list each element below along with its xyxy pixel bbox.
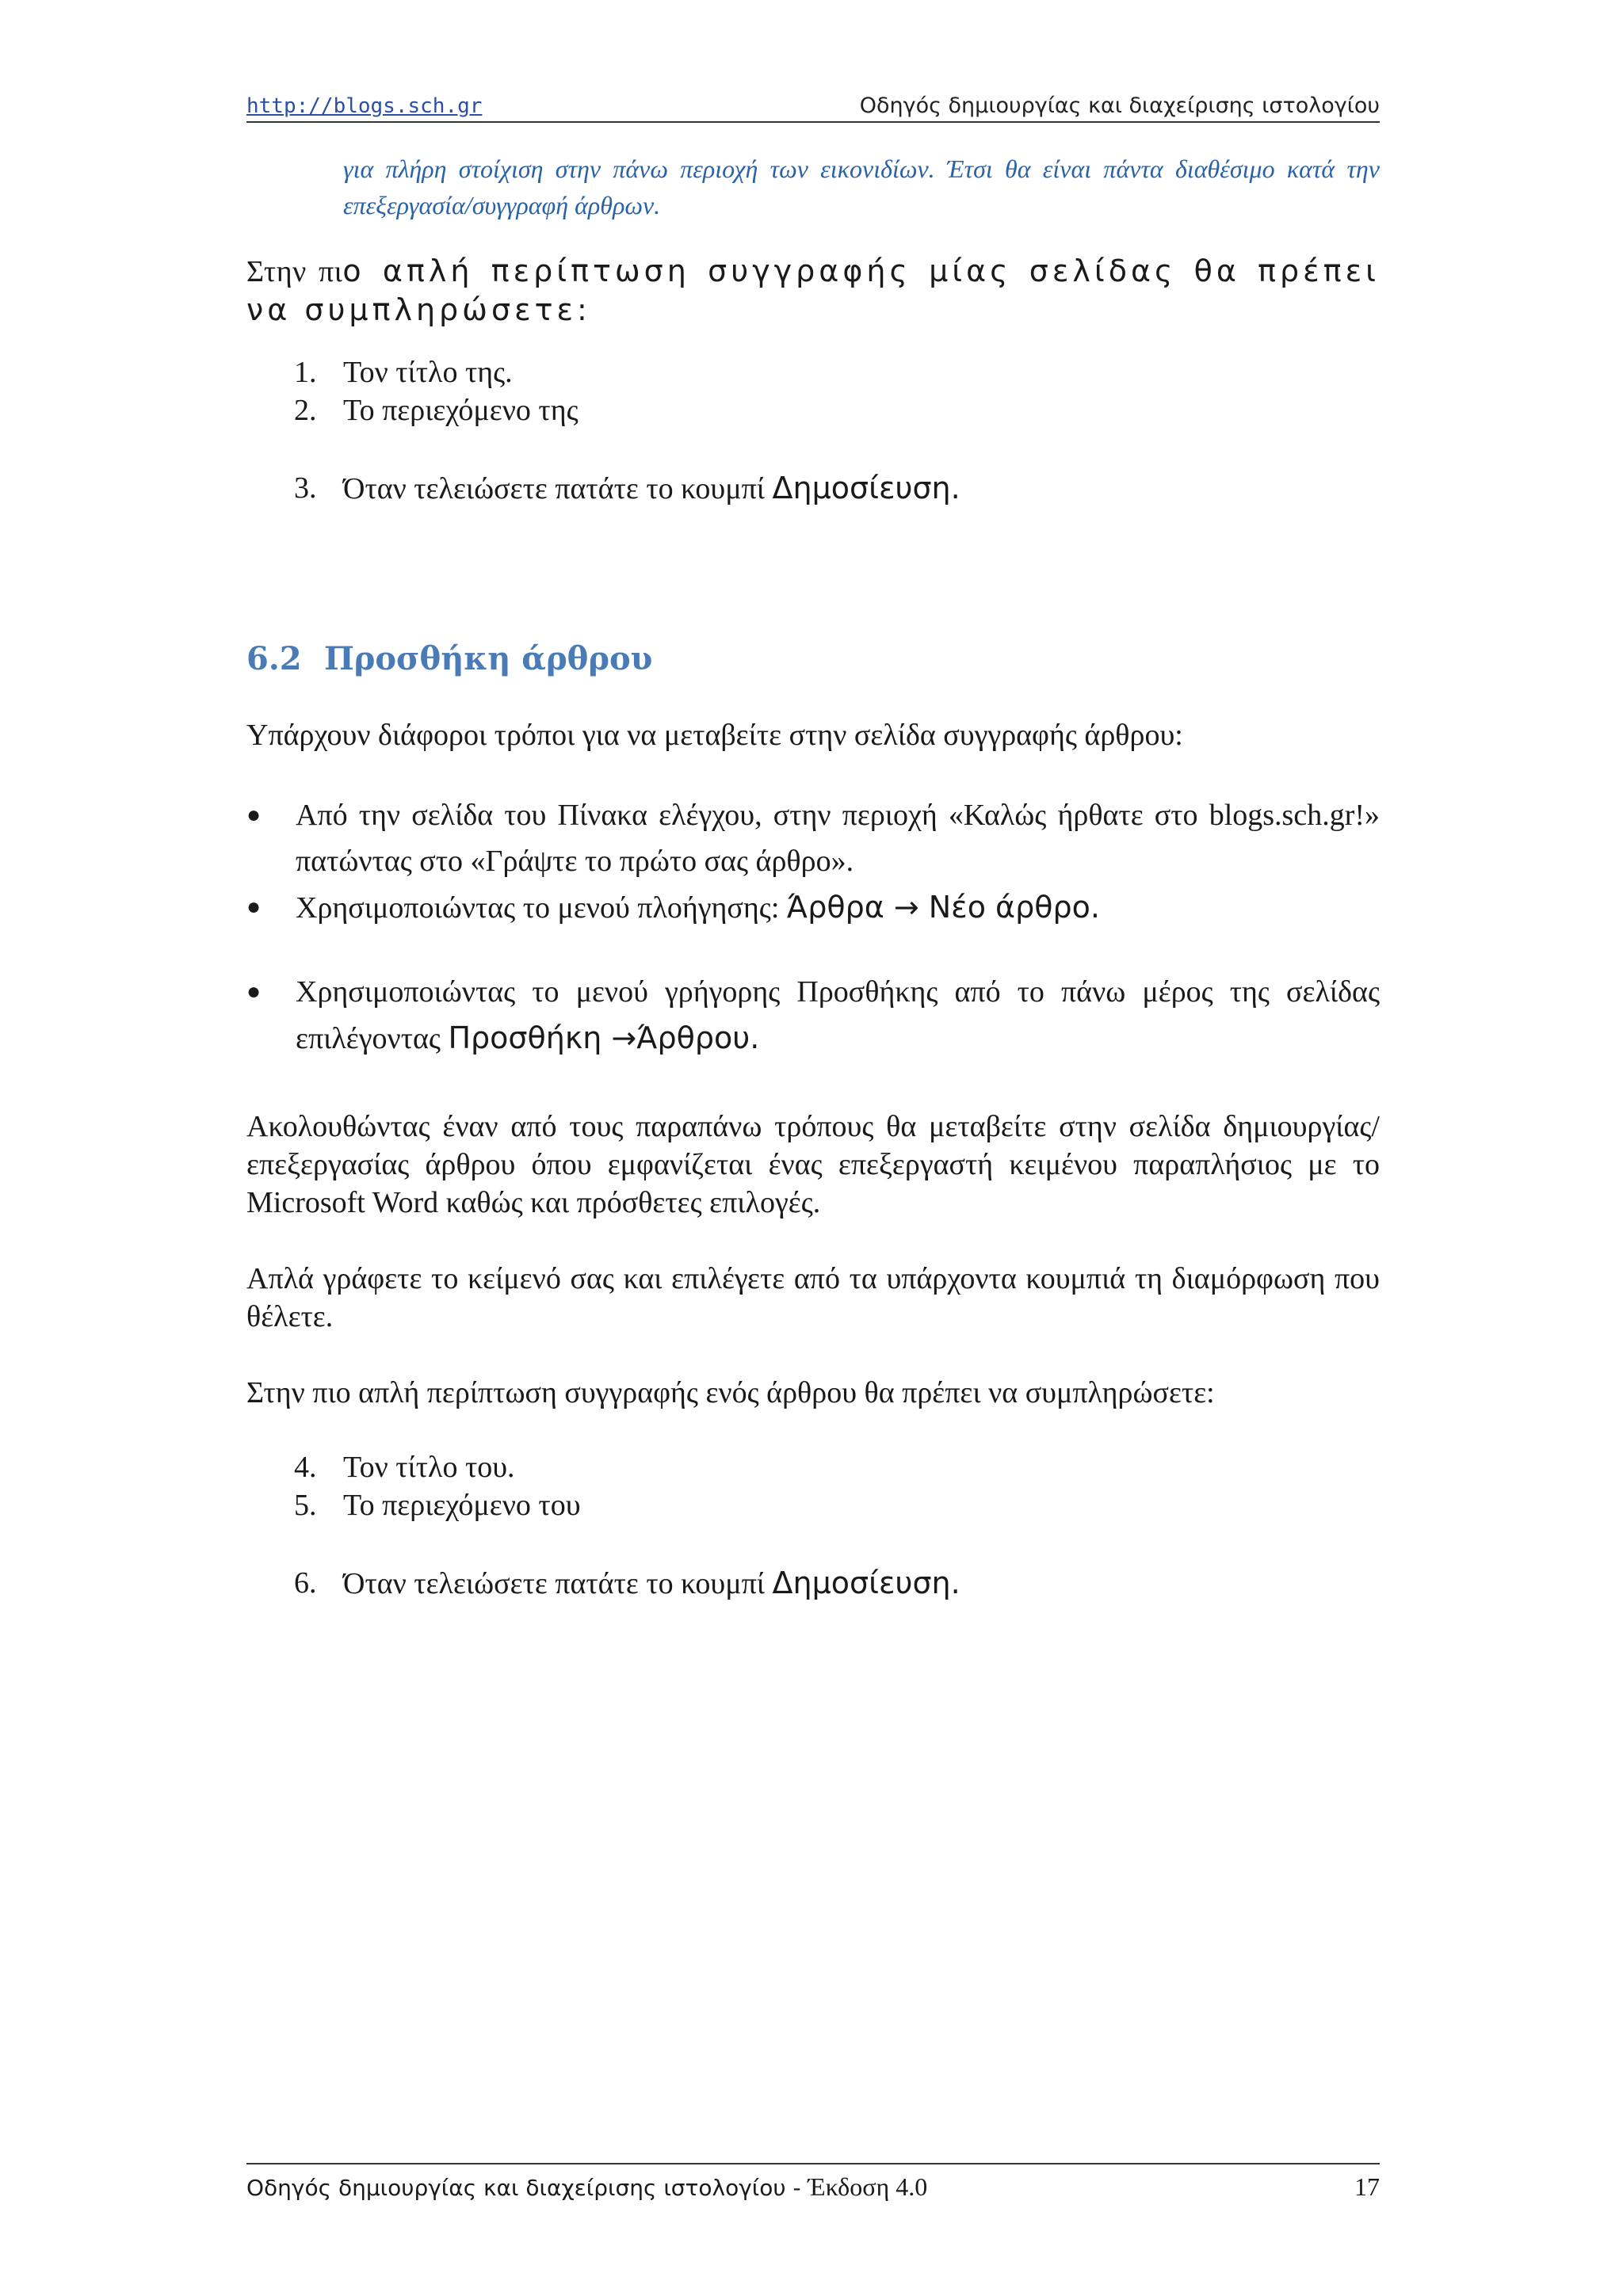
document-page: [246, 0, 1380, 2296]
list-number: 2.: [294, 394, 317, 427]
header-title: Οδηγός δημιουργίας και διαχείρισης ιστολογίου: [859, 93, 1380, 118]
list-number: 6.: [294, 1566, 317, 1600]
section-number: 6.2: [246, 640, 302, 677]
list-text: Το περιεχόμενο του: [343, 1489, 581, 1522]
bullet-text: Χρησιμοποιώντας το μενού πλοήγησης:: [296, 891, 787, 925]
list-item: [294, 391, 1324, 429]
footer-edition: Έκδοση 4.0: [808, 2172, 928, 2201]
list-item: [294, 1448, 1324, 1486]
footer-title: Οδηγός δημιουργίας και διαχείρισης ιστολογίου -: [246, 2175, 808, 2201]
list-text: Τον τίτλο της.: [343, 356, 513, 389]
publish-ui-label: Δημοσίευση.: [772, 1566, 960, 1600]
list-item: [294, 469, 1324, 508]
bullet-text: Από την σελίδα του Πίνακα ελέγχου, στην περιοχή «Καλώς ήρθατε στο blogs.sch.gr!» πατώντας στο «Γράψτε το πρώτο σας άρθρο».: [296, 799, 1380, 878]
list-item: [294, 353, 1324, 391]
case-paragraph: Στην πιο απλή περίπτωση συγγραφής ενός άρθρου θα πρέπει να συμπληρώσετε:: [246, 1376, 1215, 1409]
list-item: [294, 1564, 1324, 1603]
page-footer: [246, 2163, 1380, 2202]
publish-ui-label: Δημοσίευση.: [772, 471, 960, 505]
article-steps-list: [294, 1448, 1324, 1603]
intro-sans-part: ο απλή περίπτωση συγγραφής μίας σελίδας θα πρέπει να συμπληρώσετε:: [246, 254, 1380, 327]
list-item: [294, 1486, 1324, 1524]
bullet-icon: ●: [246, 894, 262, 920]
bullet-item: [246, 969, 1380, 1062]
bullet-icon: ●: [246, 978, 262, 1005]
list-text: Το περιεχόμενο της: [343, 394, 579, 427]
follow-paragraph: Ακολουθώντας έναν από τους παραπάνω τρόπους θα μεταβείτε στην σελίδα δημιουργίας/επεξεργασίας άρθρου όπου εμφανίζεται ένας επεξεργαστή κειμένου παραπλήσιος με το Microsoft Word καθώς και πρόσθετες επιλογές.: [246, 1110, 1380, 1219]
section-title: Προσθήκη άρθρου: [324, 640, 653, 677]
page-header: [246, 93, 1380, 123]
bullet-text: Χρησιμοποιώντας το μενού γρήγορης Προσθήκης από το πάνω μέρος της σελίδας επιλέγοντας: [296, 975, 1380, 1055]
simple-paragraph: Απλά γράφετε το κείμενό σας και επιλέγετε από τα υπάρχοντα κουμπιά τη διαμόρφωση που θέλετε.: [246, 1262, 1380, 1333]
ways-bullet-list: [246, 792, 1380, 1062]
section-heading: [246, 640, 652, 677]
menu-path-label: Προσθήκη →Άρθρου.: [448, 1020, 760, 1055]
page-number: 17: [1354, 2172, 1380, 2201]
intro-serif-part: Στην πι: [246, 255, 343, 288]
bullet-item: [246, 884, 1380, 931]
menu-path-label: Άρθρα → Νέο άρθρο.: [786, 890, 1100, 925]
list-number: 3.: [294, 471, 317, 505]
list-text: Τον τίτλο του.: [343, 1451, 515, 1484]
bullet-item: [246, 792, 1380, 884]
header-url-link[interactable]: http://blogs.sch.gr: [246, 94, 483, 118]
page-steps-list: [294, 353, 1324, 508]
bullet-icon: ●: [246, 802, 262, 828]
italic-note: για πλήρη στοίχιση στην πάνω περιοχή των εικονιδίων. Έτσι θα είναι πάντα διαθέσιμο κατά την επεξεργασία/συγγραφή άρθρων.: [343, 154, 1380, 219]
ways-paragraph: Υπάρχουν διάφοροι τρόποι για να μεταβείτε στην σελίδα συγγραφής άρθρου:: [246, 719, 1183, 752]
list-number: 5.: [294, 1489, 317, 1522]
list-number: 4.: [294, 1451, 317, 1484]
list-number: 1.: [294, 356, 317, 389]
list-text: Όταν τελειώσετε πατάτε το κουμπί: [343, 1567, 773, 1600]
intro-paragraph: [246, 252, 1380, 330]
list-text: Όταν τελειώσετε πατάτε το κουμπί: [343, 472, 773, 505]
